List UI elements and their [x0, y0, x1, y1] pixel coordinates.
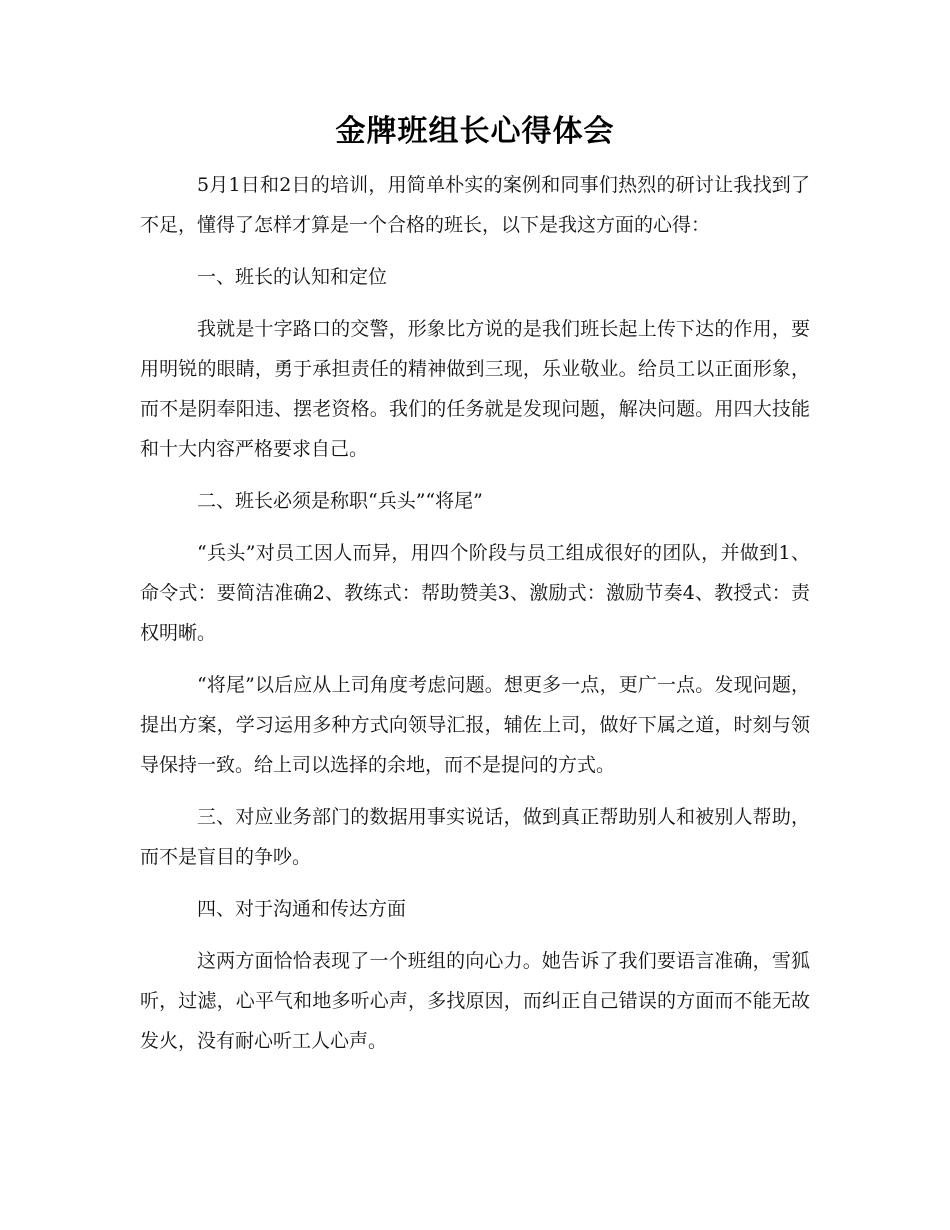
section-heading-4: 四、对于沟通和传达方面 — [197, 898, 407, 920]
section-heading-1: 一、班长的认知和定位 — [197, 266, 388, 288]
paragraph-section-1: 我就是十字路口的交警，形象比方说的是我们班长起上传下达的作用，要用明锐的眼睛，勇于承担责任的精神做到三现，乐业敬业。给员工以正面形象，而不是阴奉阳违、摆老资格。我们的任务就是发现问题，解决问题。用四大技能和十大内容严格要求自己。 — [140, 318, 810, 460]
section-3-paragraph: 三、对应业务部门的数据用事实说话，做到真正帮助别人和被别人帮助，而不是盲目的争吵。 — [140, 806, 810, 868]
document-body — [140, 165, 810, 1073]
paragraph-section-4: 这两方面恰恰表现了一个班组的向心力。她告诉了我们要语言准确，雪狐听，过滤，心平气和地多听心声，多找原因，而纠正自己错误的方面而不能无故发火，没有耐心听工人心声。 — [140, 950, 810, 1052]
paragraph-jiangwei: “将尾”以后应从上司角度考虑问题。想更多一点，更广一点。发现问题，提出方案，学习运用多种方式向领导汇报，辅佐上司，做好下属之道，时刻与领导保持一致。给上司以选择的余地，而不是提问的方式。 — [140, 674, 810, 776]
paragraph-bingtou: “兵头”对员工因人而异，用四个阶段与员工组成很好的团队，并做到1、命令式：要简洁准确2、教练式：帮助赞美3、激励式：激励节奏4、教授式：责权明晰。 — [140, 542, 810, 644]
document-title: 金牌班组长心得体会 — [335, 114, 615, 149]
section-heading-2: 二、班长必须是称职“兵头”“将尾” — [197, 490, 483, 512]
paragraph-intro: 5月1日和2日的培训，用简单朴实的案例和同事们热烈的研讨让我找到了不足，懂得了怎样才算是一个合格的班长，以下是我这方面的心得： — [140, 174, 810, 236]
